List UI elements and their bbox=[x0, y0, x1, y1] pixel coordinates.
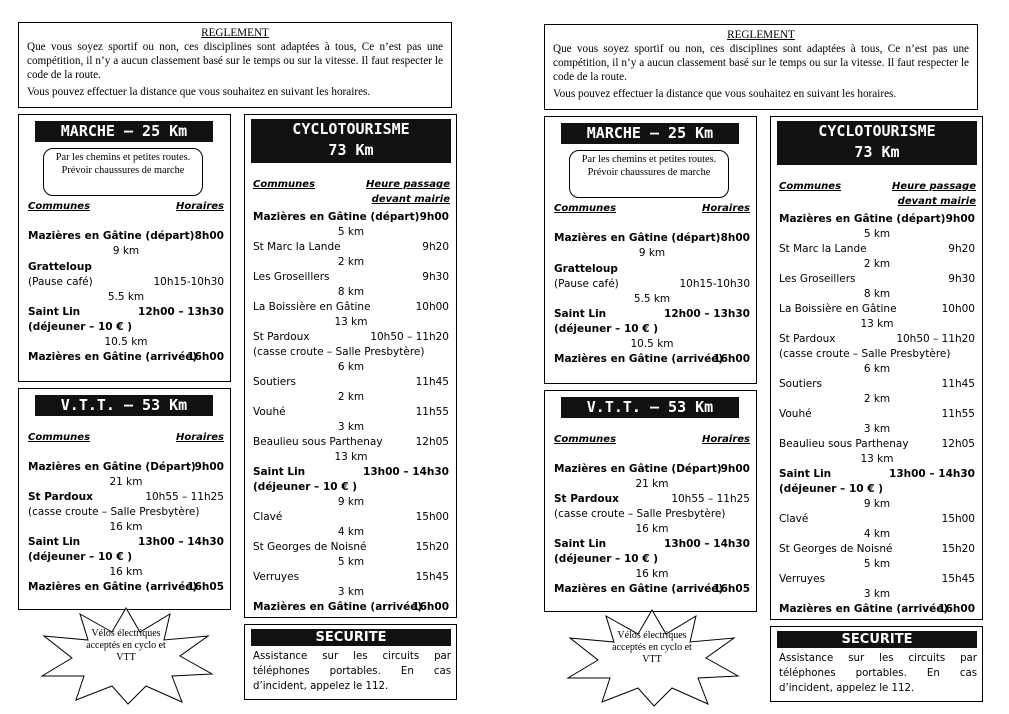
marche-col-communes: Communes bbox=[28, 201, 91, 212]
cyclo-col-heure-mairie: devant mairie bbox=[897, 196, 976, 207]
cyclo-distance: 4 km bbox=[863, 528, 891, 540]
vtt-box: V.T.T. – 53 Km Communes Horaires Mazières en Gâtine (Départ) 9h00 21 km St Pardoux 10h55 – 11h25 (casse croute – Salle Presbytère) 16 km Saint Lin 13h00 – 14h30 (déjeuner – 10 € ) 16 km Mazières en Gâtine (arrivée) 16h05 bbox=[18, 388, 231, 610]
vtt-col-horaires: Horaires bbox=[175, 432, 224, 443]
reglement-text-distance: Vous pouvez effectuer la distance que vous souhaitez en suivant les horaires. bbox=[553, 88, 897, 100]
securite-box bbox=[770, 626, 983, 702]
cyclo-distance: 5 km bbox=[863, 228, 891, 240]
cyclo-distance: 3 km bbox=[337, 586, 365, 598]
vtt-distance: 21 km bbox=[109, 476, 143, 488]
cyclo-title-name: CYCLOTOURISME bbox=[292, 120, 410, 138]
vtt-title: V.T.T. – 53 Km bbox=[35, 395, 213, 416]
marche-distance: 5.5 km bbox=[107, 291, 145, 303]
cyclo-distance: 5 km bbox=[337, 226, 365, 238]
cyclo-distance: 3 km bbox=[863, 423, 891, 435]
cyclo-row-sub: (déjeuner – 10 € ) bbox=[779, 483, 883, 495]
marche-distance: 10.5 km bbox=[104, 336, 148, 348]
vtt-distance: 21 km bbox=[635, 478, 669, 490]
cyclo-distance: 9 km bbox=[863, 498, 891, 510]
cyclo-distance: 2 km bbox=[337, 391, 365, 403]
marche-note: Par les chemins et petites routes. Prévoir chaussures de marche bbox=[569, 150, 729, 198]
cyclo-distance: 13 km bbox=[334, 451, 368, 463]
cyclo-distance: 13 km bbox=[860, 318, 894, 330]
star-text: Vélos électriques acceptés en cyclo et VTT bbox=[86, 628, 166, 663]
vtt-box: V.T.T. – 53 Km Communes Horaires Mazières en Gâtine (Départ) 9h00 21 km St Pardoux 10h55 – 11h25 (casse croute – Salle Presbytère) 16 km Saint Lin 13h00 – 14h30 (déjeuner – 10 € ) 16 km Mazières en Gâtine (arrivée) 16h05 bbox=[544, 390, 757, 612]
securite-text: Assistance sur les circuits par téléphones portables. En cas d’incident, appelez le 112. bbox=[253, 651, 451, 692]
vtt-distance: 16 km bbox=[635, 523, 669, 535]
cyclo-distance: 13 km bbox=[860, 453, 894, 465]
cyclo-distance: 4 km bbox=[337, 526, 365, 538]
cyclo-box: CYCLOTOURISME 73 Km Communes Heure passage devant mairie Mazières en Gâtine (départ) 9h00 5 km St Marc la Lande 9h20 2 km Les Groseillers 9h30 8 km La Boissière en Gâtine 10h00 13 km St Pardoux 10h50 – 11h20 (casse croute – Salle Presbytère) 6 km Soutiers 11h45 2 km Vouhé 11h55 3 km Beaulieu sous Parthenay 12h05 13 km Saint Lin 13h00 – 14h30 (déjeuner – 10 € ) 9 km Clavé 15h00 4 km St Georges de Noisné 15h20 5 km Verruyes 15h45 3 km Mazières en Gâtine (arrivée) 16h00 bbox=[770, 116, 983, 620]
reglement-text: Que vous soyez sportif ou non, ces disciplines sont adaptées à tous, Ce n’est pas une compétition, il n’y a aucun classement basé sur le temps ou sur la vitesse. Il faut respecter le code de la route. bbox=[27, 41, 443, 81]
securite-title: SECURITE bbox=[251, 629, 451, 646]
cyclo-distance: 9 km bbox=[337, 496, 365, 508]
marche-stop-gratteloup: Gratteloup bbox=[28, 261, 92, 273]
cyclo-col-communes: Communes bbox=[779, 181, 842, 192]
securite-title: SECURITE bbox=[777, 631, 977, 648]
marche-box: MARCHE – 25 Km Par les chemins et petites routes. Prévoir chaussures de marche Communes Horaires Mazières en Gâtine (départ) 8h00 9 km Gratteloup (Pause café) 10h15-10h30 5.5 km Saint Lin 12h00 – 13h30 (déjeuner – 10 € ) 10.5 km Mazières en Gâtine (arrivée) 16h00 bbox=[18, 114, 231, 382]
cyclo-distance: 13 km bbox=[334, 316, 368, 328]
cyclo-col-heure: Heure passage bbox=[366, 179, 450, 190]
star-text: Vélos électriques acceptés en cyclo et VTT bbox=[612, 630, 692, 665]
securite-text: Assistance sur les circuits par téléphones portables. En cas d’incident, appelez le 112. bbox=[779, 653, 977, 694]
cyclo-distance: 5 km bbox=[863, 558, 891, 570]
vtt-col-horaires: Horaires bbox=[701, 434, 750, 445]
vtt-distance: 16 km bbox=[109, 521, 143, 533]
marche-col-communes: Communes bbox=[554, 203, 617, 214]
cyclo-row-sub: (casse croute – Salle Presbytère) bbox=[253, 346, 425, 358]
cyclo-row-sub: (déjeuner – 10 € ) bbox=[253, 481, 357, 493]
reglement-box bbox=[544, 24, 978, 110]
marche-distance: 5.5 km bbox=[633, 293, 671, 305]
cyclo-distance: 6 km bbox=[337, 361, 365, 373]
vtt-title: V.T.T. – 53 Km bbox=[561, 397, 739, 418]
cyclo-title bbox=[777, 121, 977, 165]
marche-box: MARCHE – 25 Km Par les chemins et petites routes. Prévoir chaussures de marche Communes Horaires Mazières en Gâtine (départ) 8h00 9 km Gratteloup (Pause café) 10h15-10h30 5.5 km Saint Lin 12h00 – 13h30 (déjeuner – 10 € ) 10.5 km Mazières en Gâtine (arrivée) 16h00 bbox=[544, 116, 757, 384]
cyclo-distance: 5 km bbox=[337, 556, 365, 568]
marche-dejeuner: (déjeuner – 10 € ) bbox=[28, 321, 132, 333]
cyclo-row-sub: (casse croute – Salle Presbytère) bbox=[779, 348, 951, 360]
reglement-title: REGLEMENT bbox=[727, 29, 795, 41]
cyclo-distance: 2 km bbox=[863, 393, 891, 405]
marche-col-horaires: Horaires bbox=[175, 201, 224, 212]
reglement-box bbox=[18, 22, 452, 108]
vtt-casse-croute: (casse croute – Salle Presbytère) bbox=[554, 508, 726, 520]
vtt-col-communes: Communes bbox=[554, 434, 617, 445]
flyer-panel bbox=[537, 2, 1007, 714]
reglement-text-distance: Vous pouvez effectuer la distance que vous souhaitez en suivant les horaires. bbox=[27, 86, 371, 98]
marche-stop-gratteloup: Gratteloup bbox=[554, 263, 618, 275]
vtt-distance: 16 km bbox=[635, 568, 669, 580]
vtt-dejeuner: (déjeuner – 10 € ) bbox=[28, 551, 132, 563]
marche-distance: 9 km bbox=[638, 247, 666, 259]
cyclo-distance: 3 km bbox=[863, 588, 891, 600]
marche-title: MARCHE – 25 Km bbox=[561, 123, 739, 144]
cyclo-distance: 6 km bbox=[863, 363, 891, 375]
reglement-title: REGLEMENT bbox=[201, 27, 269, 39]
cyclo-title bbox=[251, 119, 451, 163]
cyclo-title-distance: 73 Km bbox=[854, 143, 900, 161]
reglement-text: Que vous soyez sportif ou non, ces disciplines sont adaptées à tous, Ce n’est pas une compétition, il n’y a aucun classement basé sur le temps ou sur la vitesse. Il faut respecter le code de la route. bbox=[553, 43, 969, 83]
cyclo-distance: 2 km bbox=[337, 256, 365, 268]
marche-dejeuner: (déjeuner – 10 € ) bbox=[554, 323, 658, 335]
flyer-panel bbox=[11, 0, 481, 712]
cyclo-col-communes: Communes bbox=[253, 179, 316, 190]
cyclo-title-name: CYCLOTOURISME bbox=[818, 122, 936, 140]
securite-box bbox=[244, 624, 457, 700]
marche-title: MARCHE – 25 Km bbox=[35, 121, 213, 142]
cyclo-title-distance: 73 Km bbox=[328, 141, 374, 159]
cyclo-distance: 8 km bbox=[337, 286, 365, 298]
vtt-distance: 16 km bbox=[109, 566, 143, 578]
marche-distance: 10.5 km bbox=[630, 338, 674, 350]
marche-note: Par les chemins et petites routes. Prévoir chaussures de marche bbox=[43, 148, 203, 196]
cyclo-box: CYCLOTOURISME 73 Km Communes Heure passage devant mairie Mazières en Gâtine (départ) 9h00 5 km St Marc la Lande 9h20 2 km Les Groseillers 9h30 8 km La Boissière en Gâtine 10h00 13 km St Pardoux 10h50 – 11h20 (casse croute – Salle Presbytère) 6 km Soutiers 11h45 2 km Vouhé 11h55 3 km Beaulieu sous Parthenay 12h05 13 km Saint Lin 13h00 – 14h30 (déjeuner – 10 € ) 9 km Clavé 15h00 4 km St Georges de Noisné 15h20 5 km Verruyes 15h45 3 km Mazières en Gâtine (arrivée) 16h00 bbox=[244, 114, 457, 618]
cyclo-distance: 2 km bbox=[863, 258, 891, 270]
vtt-dejeuner: (déjeuner – 10 € ) bbox=[554, 553, 658, 565]
cyclo-col-heure: Heure passage bbox=[892, 181, 976, 192]
marche-distance: 9 km bbox=[112, 245, 140, 257]
marche-col-horaires: Horaires bbox=[701, 203, 750, 214]
cyclo-col-heure-mairie: devant mairie bbox=[371, 194, 450, 205]
vtt-casse-croute: (casse croute – Salle Presbytère) bbox=[28, 506, 200, 518]
cyclo-distance: 8 km bbox=[863, 288, 891, 300]
cyclo-distance: 3 km bbox=[337, 421, 365, 433]
vtt-col-communes: Communes bbox=[28, 432, 91, 443]
